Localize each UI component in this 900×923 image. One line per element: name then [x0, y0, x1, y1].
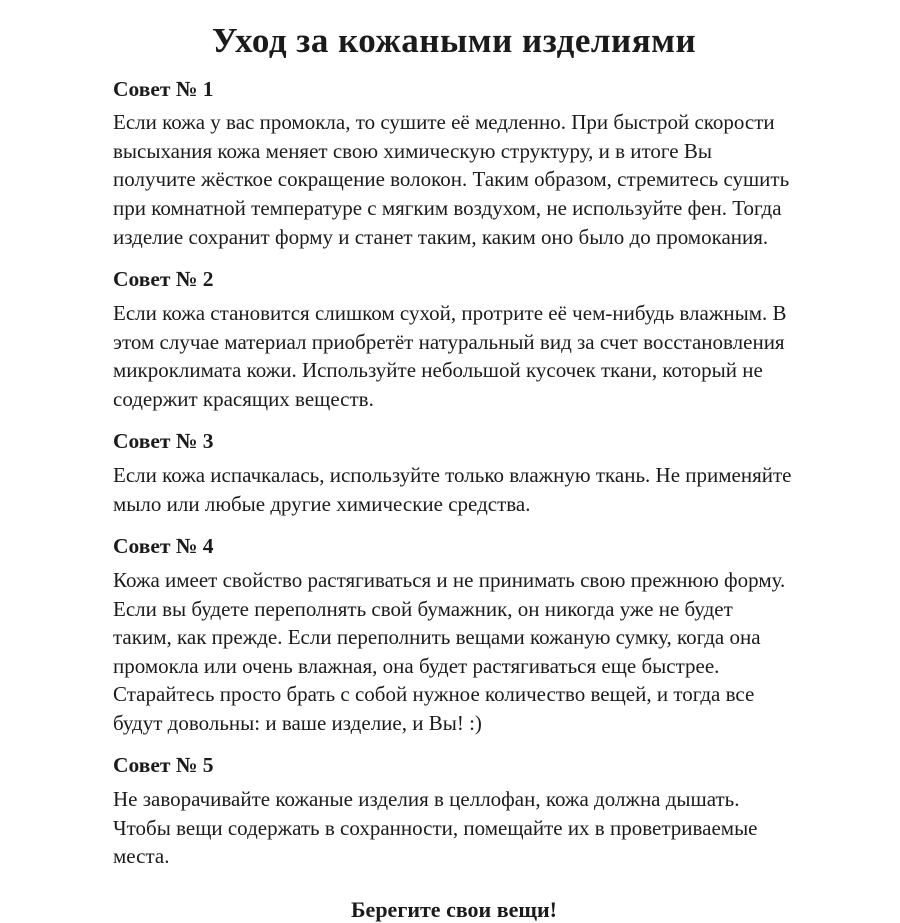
tip-5-paragraph: Не заворачивайте кожаные изделия в целлофан, кожа должна дышать. Чтобы вещи содержать в сохранности, помещайте их в проветриваемые места.	[113, 787, 758, 869]
tip-section	[113, 429, 795, 518]
tip-section	[113, 534, 795, 737]
tip-3-heading: Совет № 3	[113, 429, 214, 454]
tip-2-heading: Совет № 2	[113, 267, 214, 292]
tip-1-paragraph: Если кожа у вас промокла, то сушите её медленно. При быстрой скорости высыхания кожа меняет свою химическую структуру, и в итоге Вы получите жёсткое сокращение волокон. Таким образом, стремитесь сушить при комнатной температуре с мягким воздухом, не используйте фен. Тогда изделие сохранит форму и станет таким, каким оно было до промокания.	[113, 110, 790, 249]
page-title: Уход за кожаными изделиями	[211, 21, 697, 60]
tip-1-heading: Совет № 1	[113, 76, 214, 101]
tip-3-paragraph: Если кожа испачкалась, используйте только влажную ткань. Не применяйте мыло или любые другие химические средства.	[113, 463, 792, 516]
closing-line: Берегите свои вещи!	[351, 896, 557, 922]
tip-section	[113, 267, 795, 413]
tip-4-paragraph-1: Кожа имеет свойство растягиваться и не принимать свою прежнюю форму. Если вы будете переполнять свой бумажник, он никогда уже не будет таким, как прежде. Если переполнить вещами кожаную сумку, когда она промокла или очень влажная, она будет растягиваться еще быстрее.	[113, 567, 786, 678]
tip-5-heading: Совет № 5	[113, 753, 214, 778]
tip-4-heading: Совет № 4	[113, 534, 214, 559]
tip-4-paragraph-2: Старайтесь просто брать с собой нужное количество вещей, и тогда все будут довольны: и ваше изделие, и Вы! :)	[113, 682, 755, 735]
tip-section	[113, 77, 795, 252]
tip-section	[113, 753, 795, 871]
tip-2-paragraph: Если кожа становится слишком сухой, протрите её чем-нибудь влажным. В этом случае материал приобретёт натуральный вид за счет восстановления микроклимата кожи. Используйте небольшой кусочек ткани, который не содержит красящих веществ.	[113, 300, 787, 411]
